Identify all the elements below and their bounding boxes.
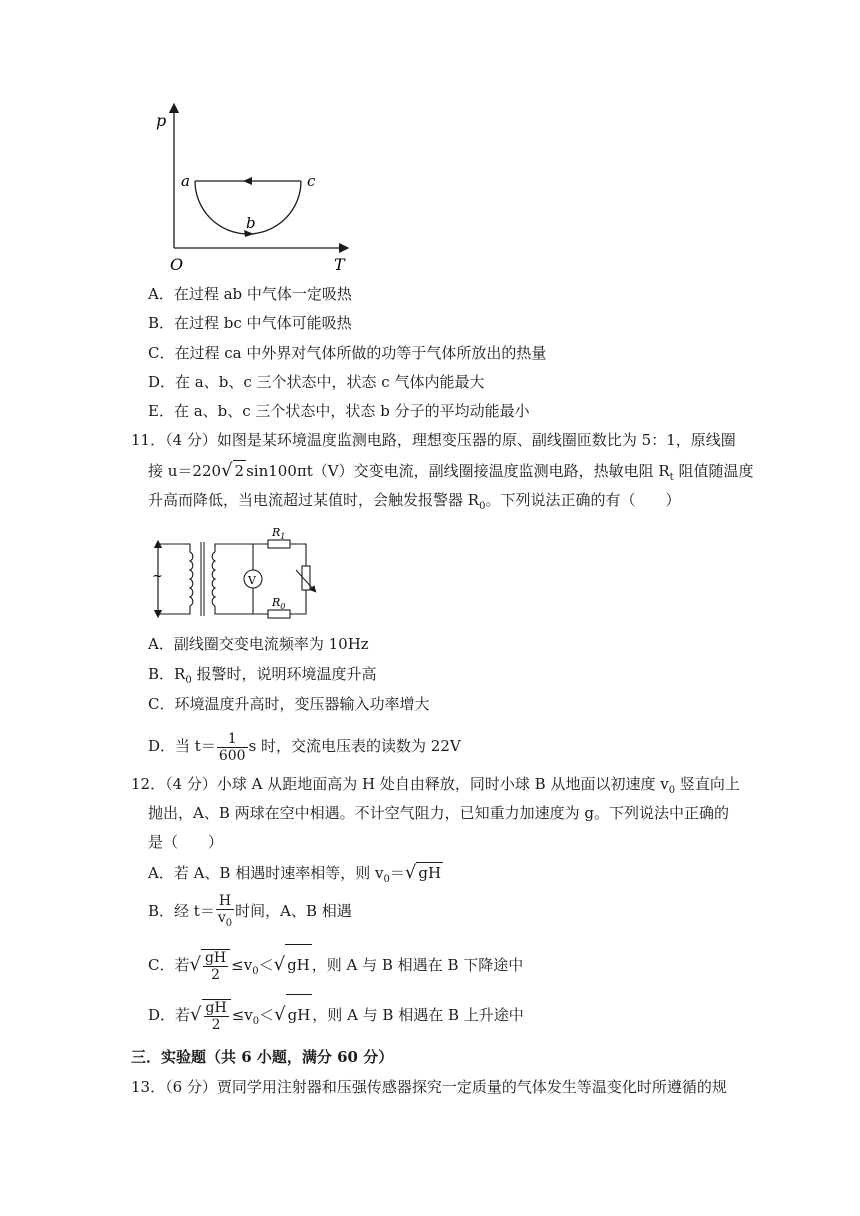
- secondary-wire-bottom: [215, 590, 306, 614]
- sqrt-gh-over-2: $\frac{gH}{2}$: [201, 949, 230, 983]
- resistor-r1: [268, 540, 290, 548]
- q12-option-c: C．若√ $\frac{gH}{2}$ $\le v_0<√$ gH ，则 A 与 B 相遇在 B 下降途中: [148, 944, 523, 992]
- a-label: a: [181, 172, 190, 190]
- primary-wire-bottom: [158, 606, 190, 614]
- q12-option-d: D．若√ $\frac{gH}{2}$ $\le v_0<√$ gH ，则 A 与 B 相遇在 B 上升途中: [148, 994, 524, 1042]
- q12-stem-line3: 是（ ）: [148, 833, 224, 851]
- q11-stem-line3: 升高而降低，当电流超过某值时，会触发报警器 $R_0$。下列说法正确的有（ ）: [148, 491, 681, 512]
- q11-stem-line2: 接 u＝220√ 2 sin100πt（V）交变电流，副线圈接温度监测电路，热敏电阻 $R_t$ 阻值随温度: [148, 460, 754, 483]
- ac-source-label: ~: [152, 569, 163, 584]
- r1-label: $R_1$: [272, 526, 286, 541]
- t-label: T: [334, 255, 345, 274]
- q10-option-b: B．在过程 bc 中气体可能吸热: [148, 314, 352, 332]
- secondary-wire-top: [215, 544, 306, 566]
- r0-label: $R_0$: [272, 596, 286, 611]
- q13-stem-line1: 13．（6 分）贾同学用注射器和压强传感器探究一定质量的气体发生等温变化时所遵循的规: [131, 1078, 727, 1096]
- resistor-r0: [268, 610, 290, 618]
- o-label: O: [170, 255, 184, 274]
- section-heading: 三．实验题（共 6 小题，满分 60 分）: [131, 1048, 394, 1066]
- primary-wire: [158, 544, 190, 552]
- q10-option-e: E．在 a、b、c 三个状态中，状态 b 分子的平均动能最小: [148, 402, 530, 420]
- fraction-h-v0: $\frac{H}{v_0}$: [217, 892, 233, 929]
- q12-stem-line1: 12．（4 分）小球 A 从距地面高为 H 处自由释放，同时小球 B 从地面以初速度 $v_0$ 竖直向上: [131, 775, 740, 796]
- q11-option-a: A．副线圈交变电流频率为 10Hz: [148, 635, 369, 653]
- fraction-1-600: $\frac{1}{600}$: [218, 730, 246, 764]
- circuit-diagram: [148, 522, 323, 624]
- q12-option-a: A．若 A、B 相遇时速率相等，则 $v_0=√$ gH: [148, 862, 442, 885]
- q10-option-a: A．在过程 ab 中气体一定吸热: [148, 285, 352, 303]
- q10-option-d: D．在 a、b、c 三个状态中，状态 c 气体内能最大: [148, 373, 485, 391]
- p-label: p: [156, 111, 167, 130]
- p-t-diagram: [150, 100, 350, 275]
- b-label: b: [246, 214, 256, 232]
- q11-stem-line1: 11．（4 分）如图是某环境温度监测电路，理想变压器的原、副线圈匝数比为 5：1，原线圈: [131, 431, 736, 449]
- sqrt-gh-over-2: $\frac{gH}{2}$: [202, 999, 231, 1033]
- q10-option-c: C．在过程 ca 中外界对气体所做的功等于气体所放出的热量: [148, 344, 547, 362]
- q11-option-d: D．当 t＝ $\frac{1}{600}$ s 时，交流电压表的读数为 22V: [148, 730, 461, 764]
- q12-stem-line2: 抛出，A、B 两球在空中相遇。不计空气阻力，已知重力加速度为 g。下列说法中正确的: [148, 804, 729, 822]
- q12-option-b: B．经 t＝ $\frac{H}{v_0}$ 时间，A、B 相遇: [148, 892, 352, 931]
- voltmeter-label: V: [248, 574, 256, 587]
- q11-option-c: C．环境温度升高时，变压器输入功率增大: [148, 695, 430, 713]
- ca-arrow-icon: [243, 177, 252, 185]
- primary-coil: [190, 552, 193, 606]
- secondary-coil: [212, 552, 215, 606]
- q11-option-b: B．$R_0$ 报警时，说明环境温度升高: [148, 665, 377, 686]
- c-label: c: [307, 172, 316, 190]
